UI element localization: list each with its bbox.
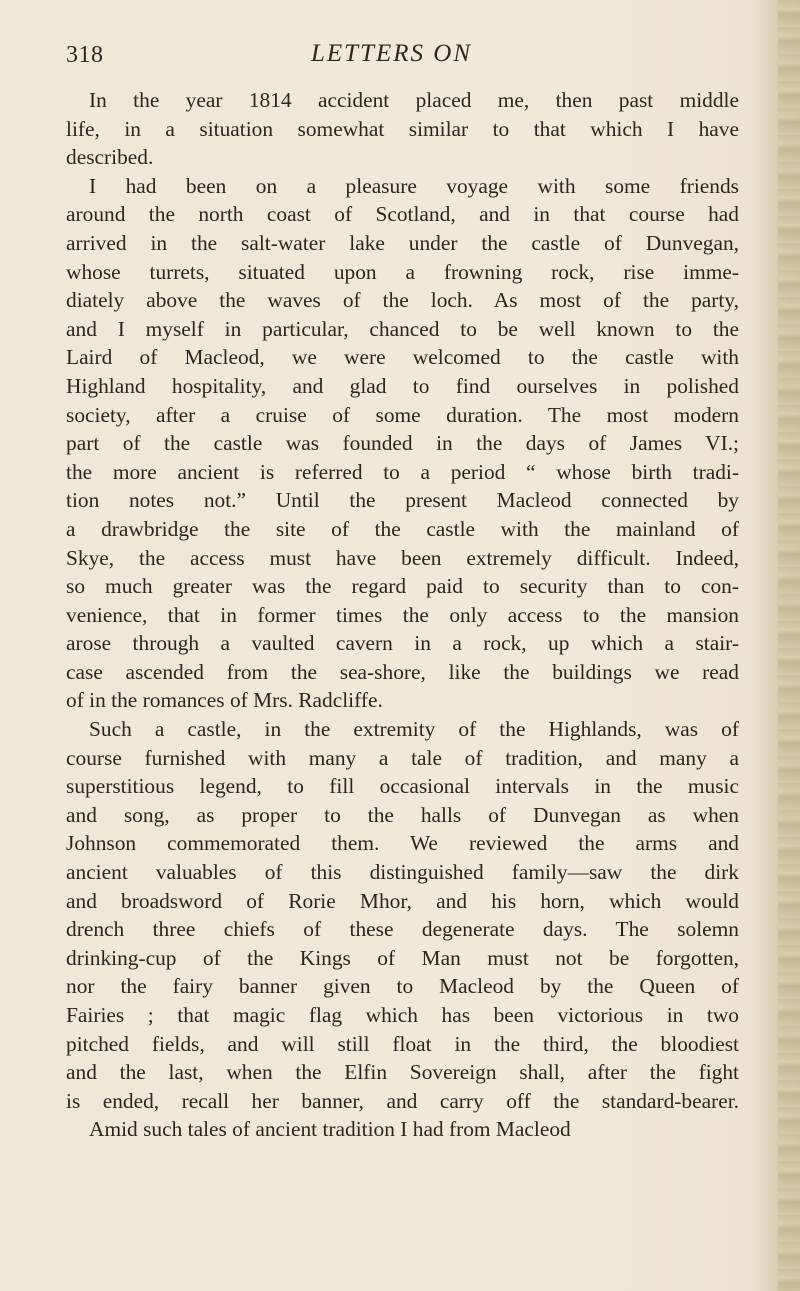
text-line: described. [66,145,154,170]
text-line: drench three chiefs of these degenerate days. The solemn [66,917,739,942]
text-line: drinking-cup of the Kings of Man must not be forgotten, [66,945,739,970]
text-line: Such a castle, in the extremity of the Highlands, was of [89,717,739,742]
text-line: life, in a situation somewhat similar to that which I have [66,116,739,141]
text-line: ancient valuables of this distinguished family—saw the dirk [66,860,739,885]
text-line: superstitious legend, to fill occasional intervals in the music [66,774,739,799]
text-line: Laird of Macleod, we were welcomed to the castle with [66,345,739,370]
text-line: and the last, when the Elfin Sovereign shall, after the fight [66,1060,739,1085]
body-text [66,86,739,1144]
text-line: I had been on a pleasure voyage with some friends [89,173,739,198]
text-line: arose through a vaulted cavern in a rock, up which a stair- [66,631,739,656]
running-head: LETTERS ON [311,40,473,67]
text-line: arrived in the salt-water lake under the castle of Dunvegan, [66,230,739,255]
text-line: Highland hospitality, and glad to find ourselves in polished [66,373,739,398]
text-line: the more ancient is referred to a period “ whose birth tradi- [66,459,739,484]
text-line: and song, as proper to the halls of Dunvegan as when [66,802,739,827]
page-edge [778,0,800,1291]
text-line: tion notes not.” Until the present Macleod connected by [66,488,739,513]
text-line: Skye, the access must have been extremely difficult. Indeed, [66,545,739,570]
text-line: a drawbridge the site of the castle with the mainland of [66,516,739,541]
text-line: diately above the waves of the loch. As most of the party, [66,288,739,313]
text-line: Amid such tales of ancient tradition I had from Macleod [89,1117,571,1142]
text-line: is ended, recall her banner, and carry off the standard-bearer. [66,1088,739,1113]
text-line: case ascended from the sea-shore, like the buildings we read [66,659,739,684]
text-line: venience, that in former times the only access to the mansion [66,602,739,627]
text-line: of in the romances of Mrs. Radcliffe. [66,688,383,713]
text-line: nor the fairy banner given to Macleod by the Queen of [66,974,739,999]
text-line: course furnished with many a tale of tradition, and many a [66,745,739,770]
text-line: around the north coast of Scotland, and in that course had [66,202,739,227]
text-line: In the year 1814 accident placed me, then past middle [89,88,739,112]
page-number: 318 [66,42,104,68]
text-line: and broadsword of Rorie Mhor, and his horn, which would [66,888,739,913]
text-line: so much greater was the regard paid to security than to con- [66,574,739,599]
text-line: Johnson commemorated them. We reviewed the arms and [66,831,739,856]
text-line: pitched fields, and will still float in the third, the bloodiest [66,1031,739,1056]
text-line: and I myself in particular, chanced to be well known to the [66,316,739,341]
page-header [66,36,738,76]
text-line: society, after a cruise of some duration. The most modern [66,402,739,427]
text-line: Fairies ; that magic flag which has been victorious in two [66,1003,739,1027]
text-line: whose turrets, situated upon a frowning rock, rise imme- [66,259,739,284]
text-line: part of the castle was founded in the days of James VI.; [66,431,739,456]
